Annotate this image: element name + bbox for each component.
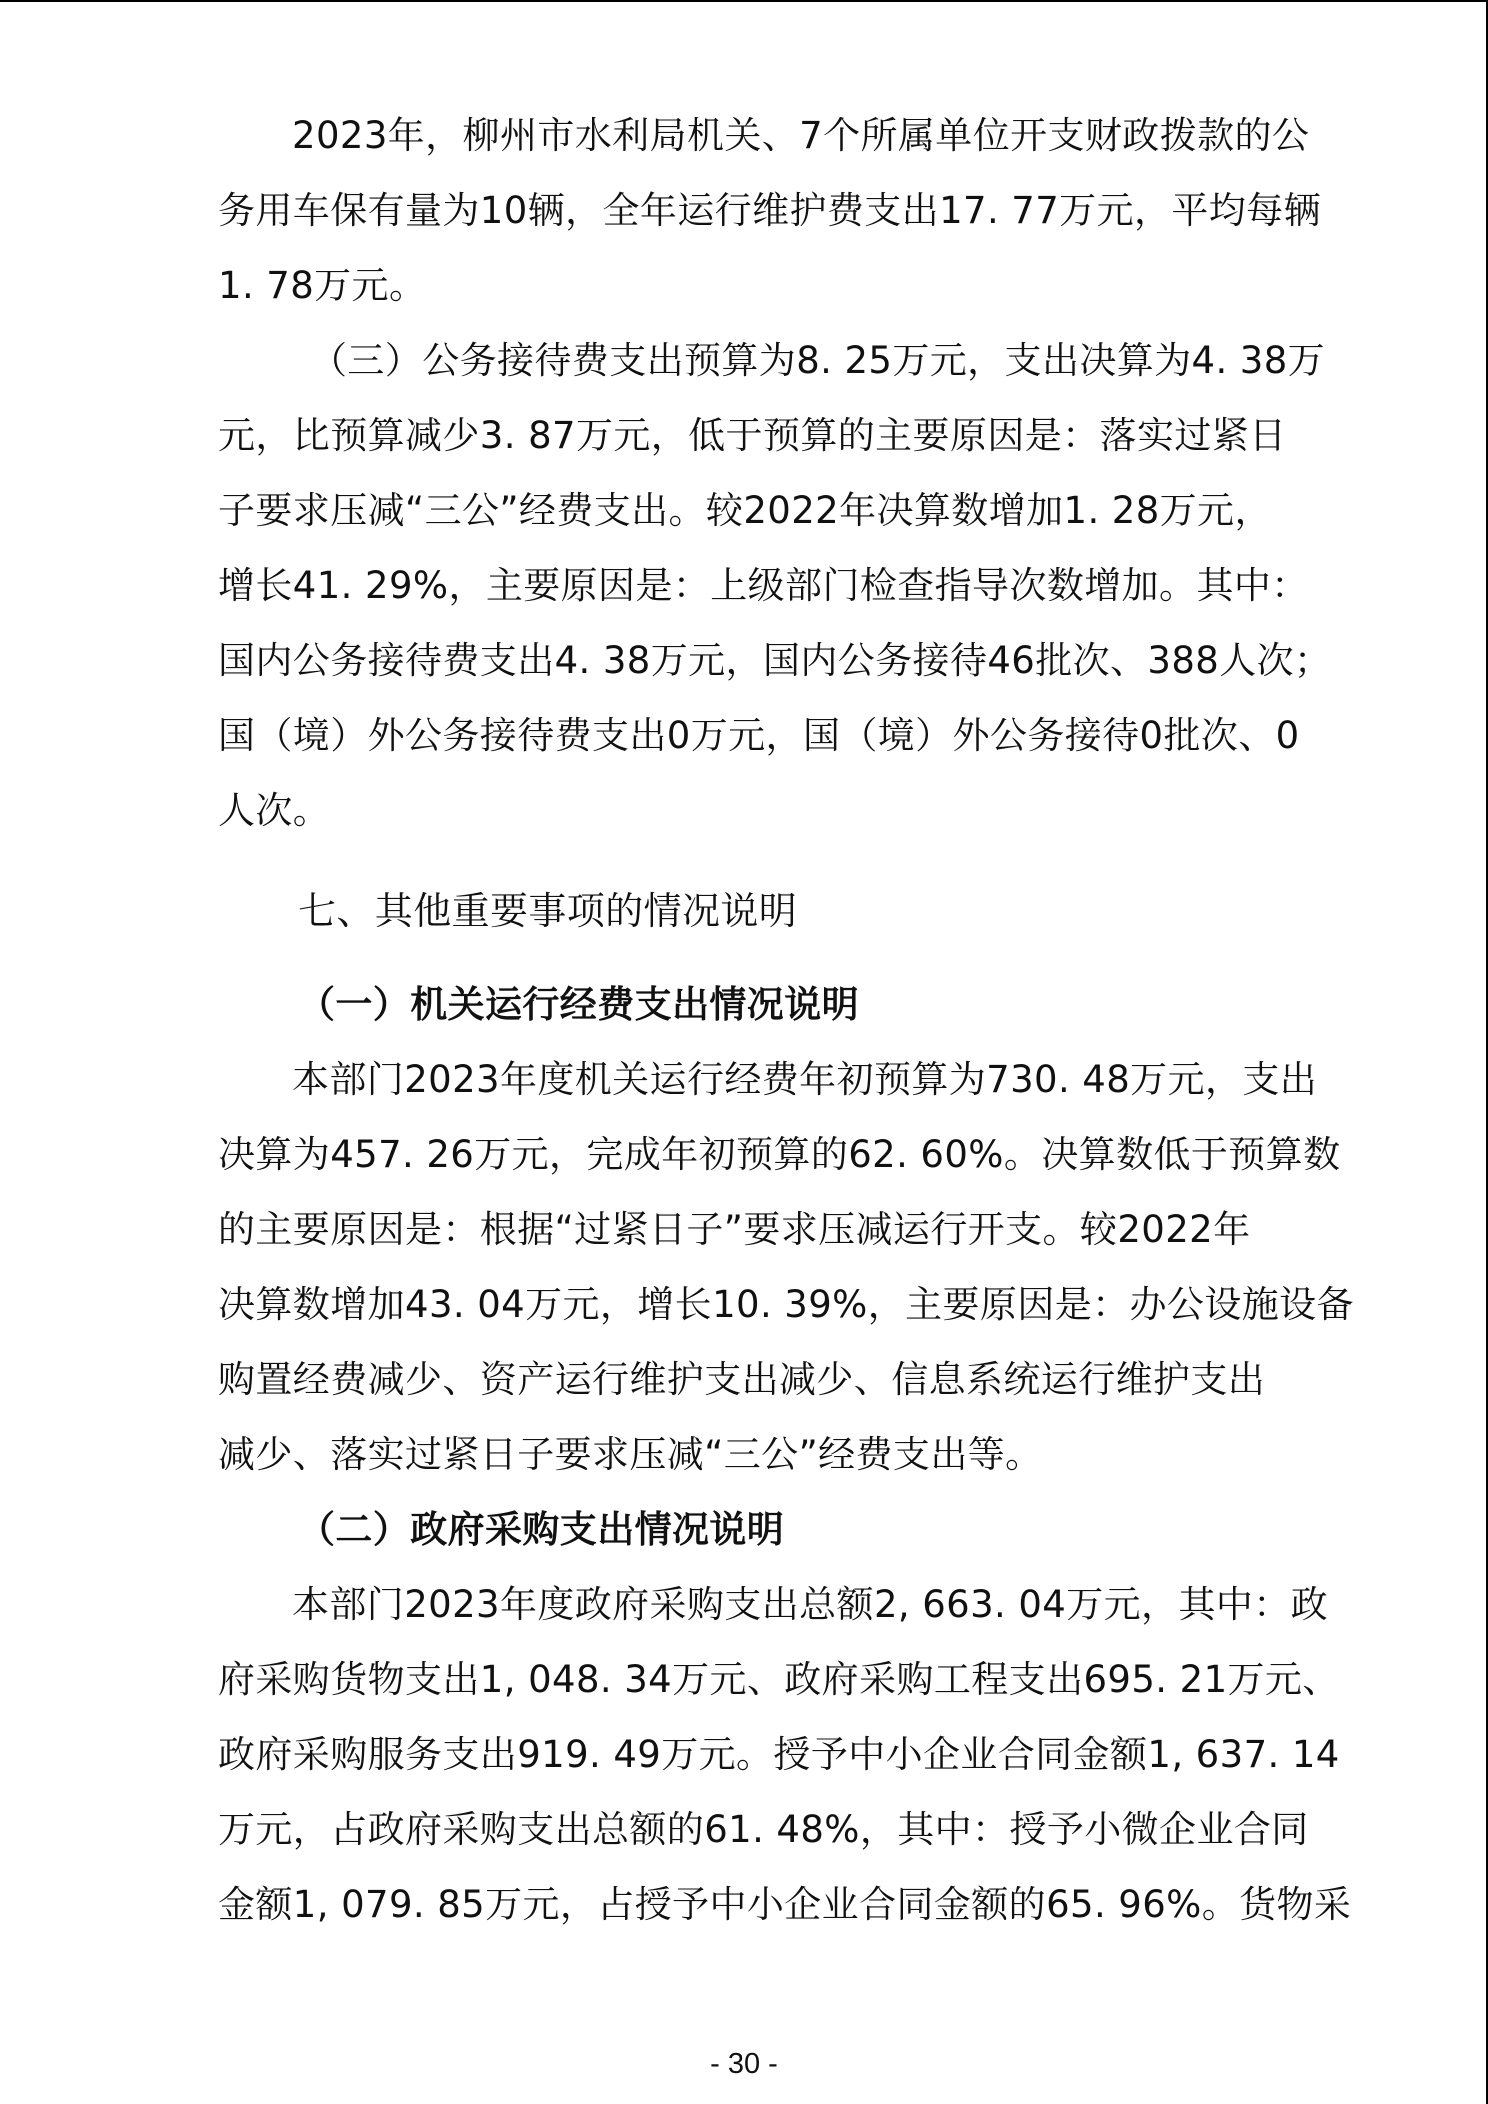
text-line: 减少、落实过紧日子要求压减“三公”经费支出等。 <box>218 1433 1043 1476</box>
section-heading-seven: 七、其他重要事项的情况说明 <box>298 889 798 933</box>
text-line: 购置经费减少、资产运行维护支出减少、信息系统运行维护支出 <box>218 1358 1266 1401</box>
page-number: - 30 - <box>710 2048 778 2080</box>
text-line: 决算数增加43. 04万元，增长10. 39%，主要原因是：办公设施设备 <box>218 1283 1354 1326</box>
text-line: 政府采购服务支出919. 49万元。授予中小企业合同金额1, 637. 14 <box>218 1733 1340 1776</box>
text-line: 子要求压减“三公”经费支出。较2022年决算数增加1. 28万元， <box>218 489 1272 532</box>
text-line: 决算为457. 26万元，完成年初预算的62. 60%。决算数低于预算数 <box>218 1133 1341 1176</box>
subsection-heading: （二）政府采购支出情况说明 <box>298 1508 785 1551</box>
text-line: 本部门2023年度政府采购支出总额2, 663. 04万元，其中：政 <box>292 1583 1329 1626</box>
subsection-heading: （一）机关运行经费支出情况说明 <box>298 983 859 1026</box>
subsection-one <box>218 967 1354 1492</box>
paragraph-reception <box>218 323 1332 848</box>
text-line: 国内公务接待费支出4. 38万元，国内公务接待46批次、388人次； <box>218 639 1332 682</box>
text-line: （三）公务接待费支出预算为8. 25万元，支出决算为4. 38万 <box>310 339 1326 382</box>
text-line: 的主要原因是：根据“过紧日子”要求压减运行开支。较2022年 <box>218 1208 1251 1251</box>
text-line: 务用车保有量为10辆，全年运行维护费支出17. 77万元，平均每辆 <box>218 189 1321 232</box>
page-content <box>218 98 1354 1942</box>
text-line: 元，比预算减少3. 87万元，低于预算的主要原因是：落实过紧日 <box>218 414 1287 457</box>
text-line: 人次。 <box>218 789 331 832</box>
paragraph-vehicle <box>218 98 1321 323</box>
text-line: 国（境）外公务接待费支出0万元，国（境）外公务接待0批次、0 <box>218 714 1300 757</box>
text-line: 金额1, 079. 85万元，占授予中小企业合同金额的65. 96%。货物采 <box>218 1883 1352 1926</box>
text-line: 府采购货物支出1, 048. 34万元、政府采购工程支出695. 21万元、 <box>218 1658 1340 1701</box>
text-line: 本部门2023年度机关运行经费年初预算为730. 48万元，支出 <box>292 1058 1318 1101</box>
text-line: 增长41. 29%，主要原因是：上级部门检查指导次数增加。其中： <box>218 564 1309 607</box>
text-line: 万元，占政府采购支出总额的61. 48%，其中：授予小微企业合同 <box>218 1808 1309 1851</box>
text-line: 1. 78万元。 <box>218 264 427 307</box>
subsection-two <box>218 1492 1352 1942</box>
text-line: 2023年，柳州市水利局机关、7个所属单位开支财政拨款的公 <box>292 114 1310 157</box>
